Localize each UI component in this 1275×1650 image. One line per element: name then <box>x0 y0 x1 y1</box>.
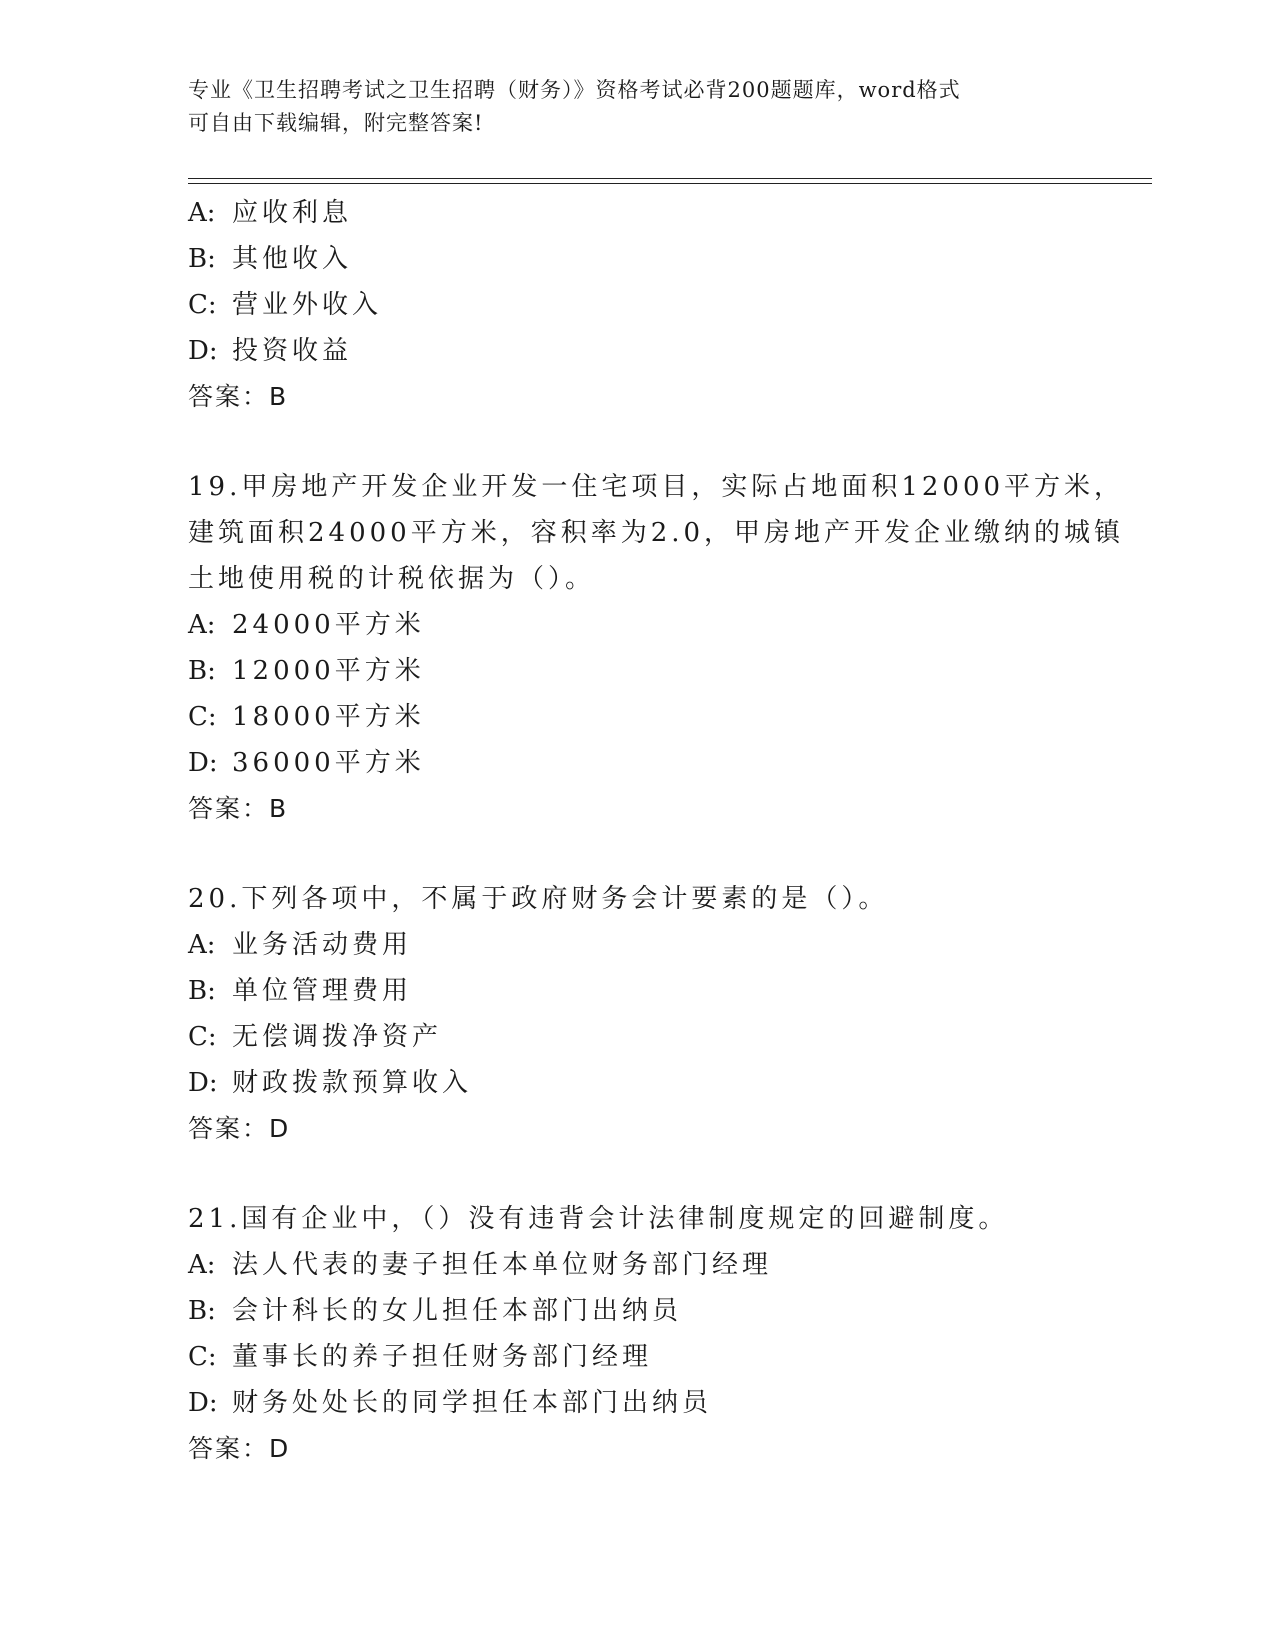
question-text-line-1: 20.下列各项中，不属于政府财务会计要素的是（）。 <box>188 884 889 914</box>
option-c <box>188 282 1088 328</box>
option-label: C: <box>188 702 217 732</box>
spacer <box>188 420 1088 464</box>
question-19 <box>188 464 1125 832</box>
option-text: 营业外收入 <box>232 290 383 320</box>
option-a <box>188 1242 1088 1288</box>
option-label: A: <box>188 930 216 960</box>
option-c <box>188 1334 1088 1380</box>
answer-line: 答案：D <box>188 1434 291 1463</box>
option-label: B: <box>188 1296 216 1326</box>
option-text: 业务活动费用 <box>232 930 413 960</box>
question-text-line-1: 19.甲房地产开发企业开发一住宅项目，实际占地面积12000平方米， <box>188 472 1125 502</box>
answer-line: 答案：D <box>188 1114 291 1143</box>
answer-line: 答案：B <box>188 794 289 823</box>
option-text: 财务处处长的同学担任本部门出纳员 <box>232 1388 713 1418</box>
option-b <box>188 648 1088 694</box>
option-text: 法人代表的妻子担任本单位财务部门经理 <box>232 1250 773 1280</box>
document-header <box>188 74 1088 140</box>
option-text: 财政拨款预算收入 <box>232 1068 473 1098</box>
option-b <box>188 1288 1088 1334</box>
header-divider-bottom <box>188 183 1152 184</box>
option-b <box>188 236 1088 282</box>
option-text: 24000平方米 <box>232 610 425 640</box>
option-label: C: <box>188 1022 217 1052</box>
option-text: 会计科长的女儿担任本部门出纳员 <box>232 1296 683 1326</box>
option-text: 无偿调拨净资产 <box>232 1022 443 1052</box>
option-text: 单位管理费用 <box>232 976 413 1006</box>
option-label: C: <box>188 1342 217 1372</box>
option-d <box>188 740 1088 786</box>
question-text-line-3: 土地使用税的计税依据为（）。 <box>188 564 596 594</box>
option-label: B: <box>188 244 216 274</box>
option-text: 18000平方米 <box>232 702 425 732</box>
option-d <box>188 1380 1088 1426</box>
option-label: D: <box>188 1388 218 1418</box>
option-text: 投资收益 <box>232 336 353 366</box>
spacer <box>188 832 1088 876</box>
option-a <box>188 922 1088 968</box>
option-b <box>188 968 1088 1014</box>
question-18 <box>188 190 1088 420</box>
option-d <box>188 1060 1088 1106</box>
option-label: D: <box>188 336 218 366</box>
question-text-line-2: 建筑面积24000平方米，容积率为2.0，甲房地产开发企业缴纳的城镇 <box>188 518 1125 548</box>
option-text: 董事长的养子担任财务部门经理 <box>232 1342 653 1372</box>
answer-line: 答案：B <box>188 382 289 411</box>
question-text-line-1: 21.国有企业中，（）没有违背会计法律制度规定的回避制度。 <box>188 1204 1009 1234</box>
header-divider-top <box>188 178 1152 179</box>
option-text: 36000平方米 <box>232 748 425 778</box>
option-label: C: <box>188 290 217 320</box>
option-label: B: <box>188 976 216 1006</box>
option-label: A: <box>188 610 216 640</box>
question-list <box>188 190 1125 1472</box>
option-label: A: <box>188 1250 216 1280</box>
option-c <box>188 694 1088 740</box>
option-label: D: <box>188 748 218 778</box>
option-a <box>188 602 1088 648</box>
option-d <box>188 328 1088 374</box>
spacer <box>188 1152 1088 1196</box>
option-c <box>188 1014 1088 1060</box>
header-line-2: 可自由下载编辑，附完整答案! <box>188 111 484 135</box>
option-text: 其他收入 <box>232 244 353 274</box>
option-label: B: <box>188 656 216 686</box>
option-text: 12000平方米 <box>232 656 425 686</box>
option-label: D: <box>188 1068 218 1098</box>
question-21 <box>188 1196 1088 1472</box>
option-a <box>188 190 1088 236</box>
question-20 <box>188 876 1088 1152</box>
option-label: A: <box>188 198 216 228</box>
header-line-1: 专业《卫生招聘考试之卫生招聘（财务）》资格考试必背200题题库，word格式 <box>188 78 961 102</box>
option-text: 应收利息 <box>232 198 353 228</box>
